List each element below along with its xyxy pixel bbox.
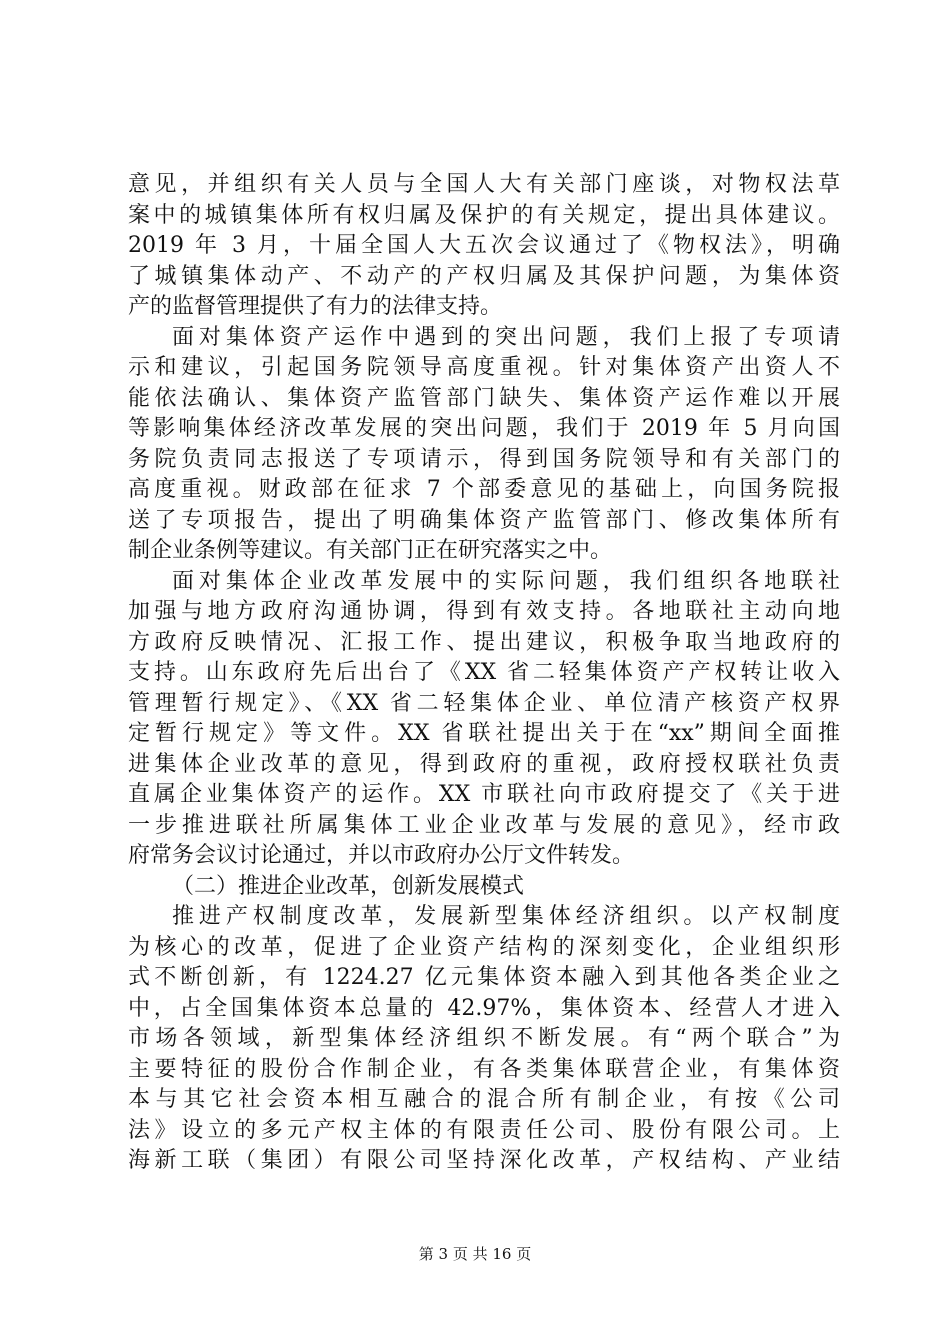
- text-line: 一步推进联社所属集体工业企业改革与发展的意见》，经市政: [128, 812, 840, 838]
- text-line: 式不断创新，有 1224.27 亿元集体资本融入到其他各类企业之: [128, 965, 840, 990]
- text-line: 进集体企业改革的意见，得到政府的重视，政府授权联社负责: [128, 751, 840, 777]
- text-line: 示和建议，引起国务院领导高度重视。针对集体资产出资人不: [128, 355, 840, 380]
- text-line: 等影响集体经济改革发展的突出问题，我们于 2019 年 5 月向国: [128, 416, 840, 441]
- text-line: 意见，并组织有关人员与全国人大有关部门座谈，对物权法草: [128, 172, 840, 197]
- text-line: 本与其它社会资本相互融合的混合所有制企业，有按《公司: [128, 1087, 840, 1112]
- paragraph-first-line: 面对集体企业改革发展中的实际问题，我们组织各地联社: [172, 568, 840, 594]
- text-line: 2019 年 3 月，十届全国人大五次会议通过了《物权法》，明确: [128, 233, 840, 258]
- text-line: 府常务会议讨论通过，并以市政府办公厅文件转发。: [128, 843, 635, 868]
- text-line: 直属企业集体资产的运作。XX 市联社向市政府提交了《关于进: [128, 782, 840, 807]
- text-line: 市场各领域，新型集体经济组织不断发展。有“两个联合”为: [128, 1026, 840, 1051]
- text-line: 制企业条例等建议。有关部门正在研究落实之中。: [128, 538, 613, 563]
- text-line: 中，占全国集体资本总量的 42.97%，集体资本、经营人才进入: [128, 995, 840, 1021]
- paragraph-first-line: 面对集体资产运作中遇到的突出问题，我们上报了专项请: [172, 324, 840, 350]
- paragraph-first-line: 推进产权制度改革，发展新型集体经济组织。以产权制度: [172, 904, 840, 929]
- text-line: 送了专项报告，提出了明确集体资产监管部门、修改集体所有: [128, 507, 840, 533]
- page-number-footer: 第 3 页 共 16 页: [418, 1245, 532, 1263]
- text-line: 能依法确认、集体资产监管部门缺失、集体资产运作难以开展: [128, 385, 840, 411]
- text-line: 管理暂行规定》、《XX 省二轻集体企业、单位清产核资产权界: [128, 690, 840, 716]
- text-line: 法》设立的多元产权主体的有限责任公司、股份有限公司。上: [128, 1117, 840, 1143]
- section-heading: （二）推进企业改革，创新发展模式: [172, 873, 525, 899]
- text-line: 案中的城镇集体所有权归属及保护的有关规定，提出具体建议。: [128, 202, 840, 228]
- text-line: 了城镇集体动产、不动产的产权归属及其保护问题，为集体资: [128, 263, 840, 289]
- text-line: 高度重视。财政部在征求 7 个部委意见的基础上，向国务院报: [128, 477, 840, 502]
- text-line: 定暂行规定》等文件。XX 省联社提出关于在“xx”期间全面推: [128, 721, 840, 746]
- text-line: 加强与地方政府沟通协调，得到有效支持。各地联社主动向地: [128, 599, 840, 624]
- text-line: 产的监督管理提供了有力的法律支持。: [128, 294, 503, 319]
- text-line: 为核心的改革，促进了企业资产结构的深刻变化，企业组织形: [128, 934, 840, 960]
- text-line: 方政府反映情况、汇报工作、提出建议，积极争取当地政府的: [128, 629, 840, 655]
- text-line: 海新工联（集团）有限公司坚持深化改革，产权结构、产业结: [128, 1148, 840, 1173]
- document-body: [128, 170, 840, 1177]
- text-line: 支持。山东政府先后出台了《XX 省二轻集体资产产权转让收入: [128, 660, 840, 685]
- text-line: 务院负责同志报送了专项请示，得到国务院领导和有关部门的: [128, 446, 840, 472]
- text-line: 主要特征的股份合作制企业，有各类集体联营企业，有集体资: [128, 1056, 840, 1082]
